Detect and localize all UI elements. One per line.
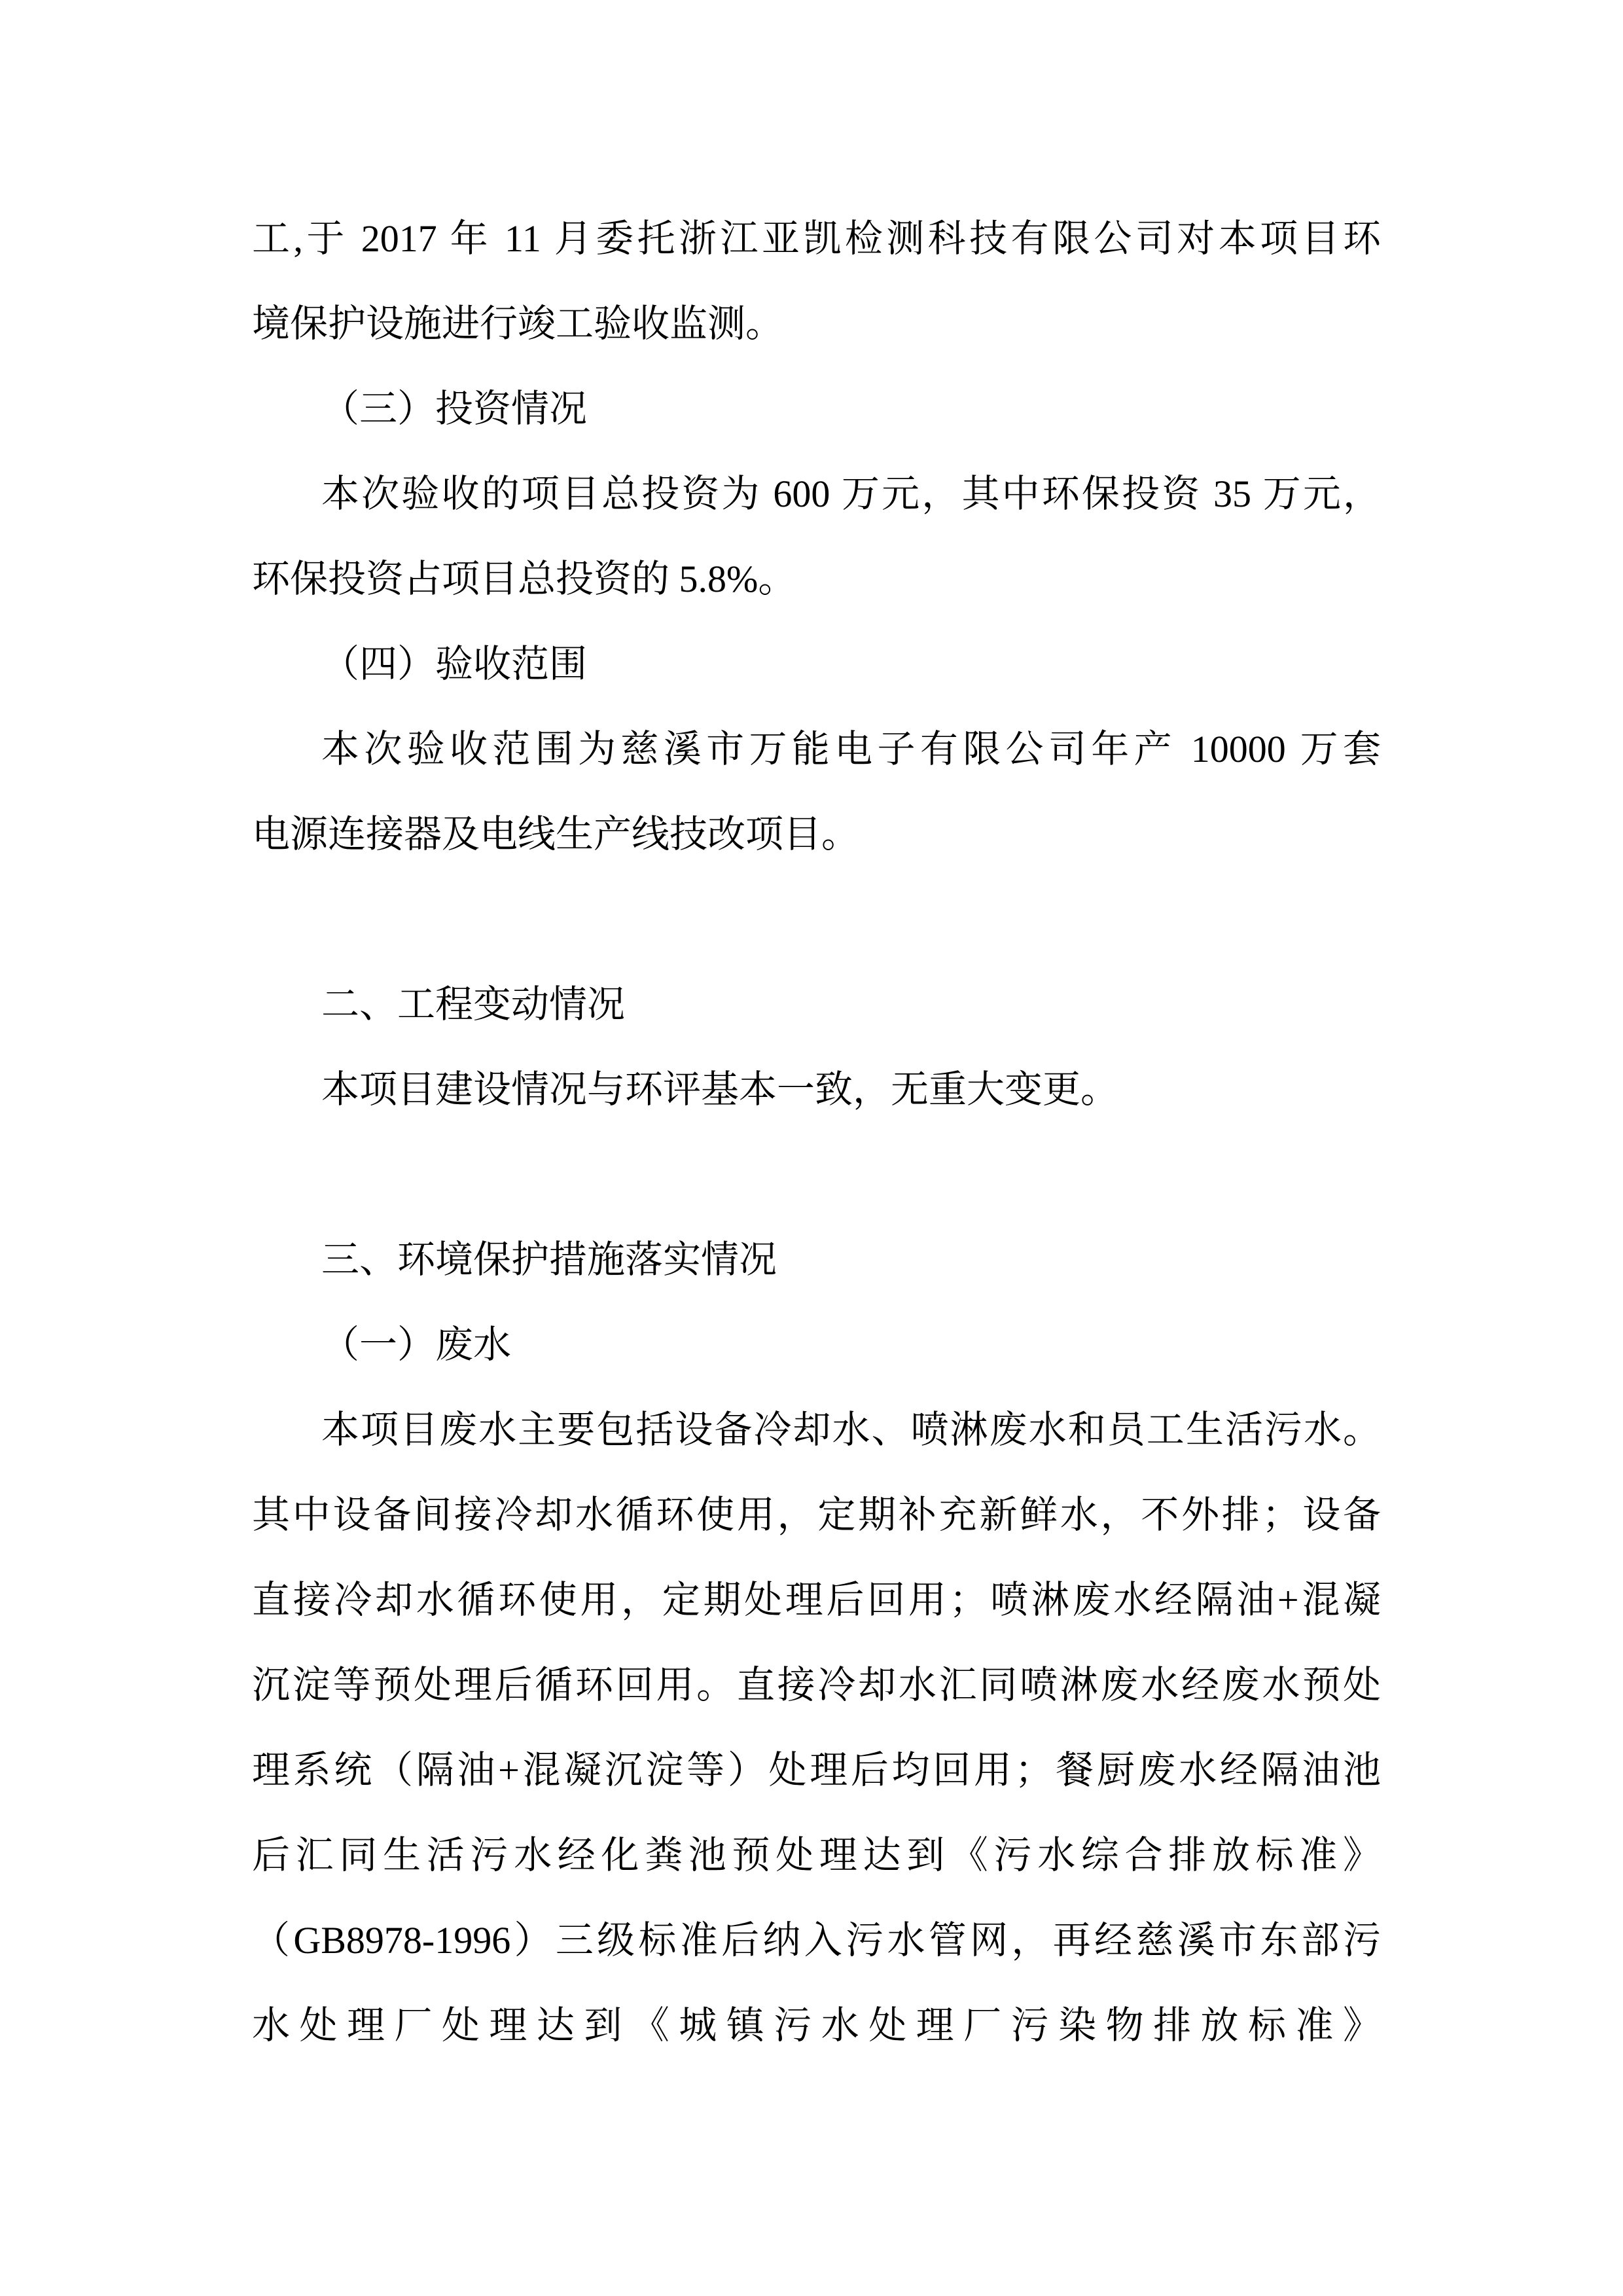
text-line: 二、工程变动情况: [321, 983, 626, 1026]
blank-line: [252, 877, 1381, 962]
blank-line: [252, 1132, 1381, 1217]
text-line: 本项目废水主要包括设备冷却水、喷淋废水和员工生活污水。: [321, 1408, 1381, 1451]
text-line: 后汇同生活污水经化粪池预处理达到《污水综合排放标准》: [252, 1834, 1381, 1876]
text-line: 直接冷却水循环使用，定期处理后回用；喷淋废水经隔油+混凝: [252, 1579, 1381, 1621]
text-line: 理系统（隔油+混凝沉淀等）处理后均回用；餐厨废水经隔油池: [252, 1749, 1381, 1791]
text-line: 环保投资占项目总投资的 5.8%。: [252, 558, 796, 600]
text-line: 本项目建设情况与环评基本一致，无重大变更。: [321, 1068, 1119, 1111]
text-line: 沉淀等预处理后循环回用。直接冷却水汇同喷淋废水经废水预处: [252, 1664, 1381, 1706]
text-line: （三）投资情况: [321, 387, 588, 430]
text-line: （四）验收范围: [321, 643, 588, 685]
document-body: [252, 196, 1381, 2068]
text-line: 三、环境保护措施落实情况: [321, 1238, 777, 1281]
text-line: 工,于 2017 年 11 月委托浙江亚凯检测科技有限公司对本项目环: [252, 217, 1381, 260]
text-line: 本次验收的项目总投资为 600 万元，其中环保投资 35 万元，: [321, 473, 1381, 515]
text-line: 其中设备间接冷却水循环使用，定期补充新鲜水，不外排；设备: [252, 1494, 1381, 1536]
text-line: 境保护设施进行竣工验收监测。: [252, 302, 784, 345]
text-line: （一）废水: [321, 1323, 512, 1366]
text-line: （GB8978-1996）三级标准后纳入污水管网，再经慈溪市东部污: [252, 1919, 1381, 1962]
text-line: 电源连接器及电线生产线技改项目。: [252, 813, 860, 855]
text-line: 水处理厂处理达到《城镇污水处理厂污染物排放标准》: [252, 2004, 1381, 2047]
text-line: 本次验收范围为慈溪市万能电子有限公司年产 10000 万套: [321, 728, 1381, 770]
